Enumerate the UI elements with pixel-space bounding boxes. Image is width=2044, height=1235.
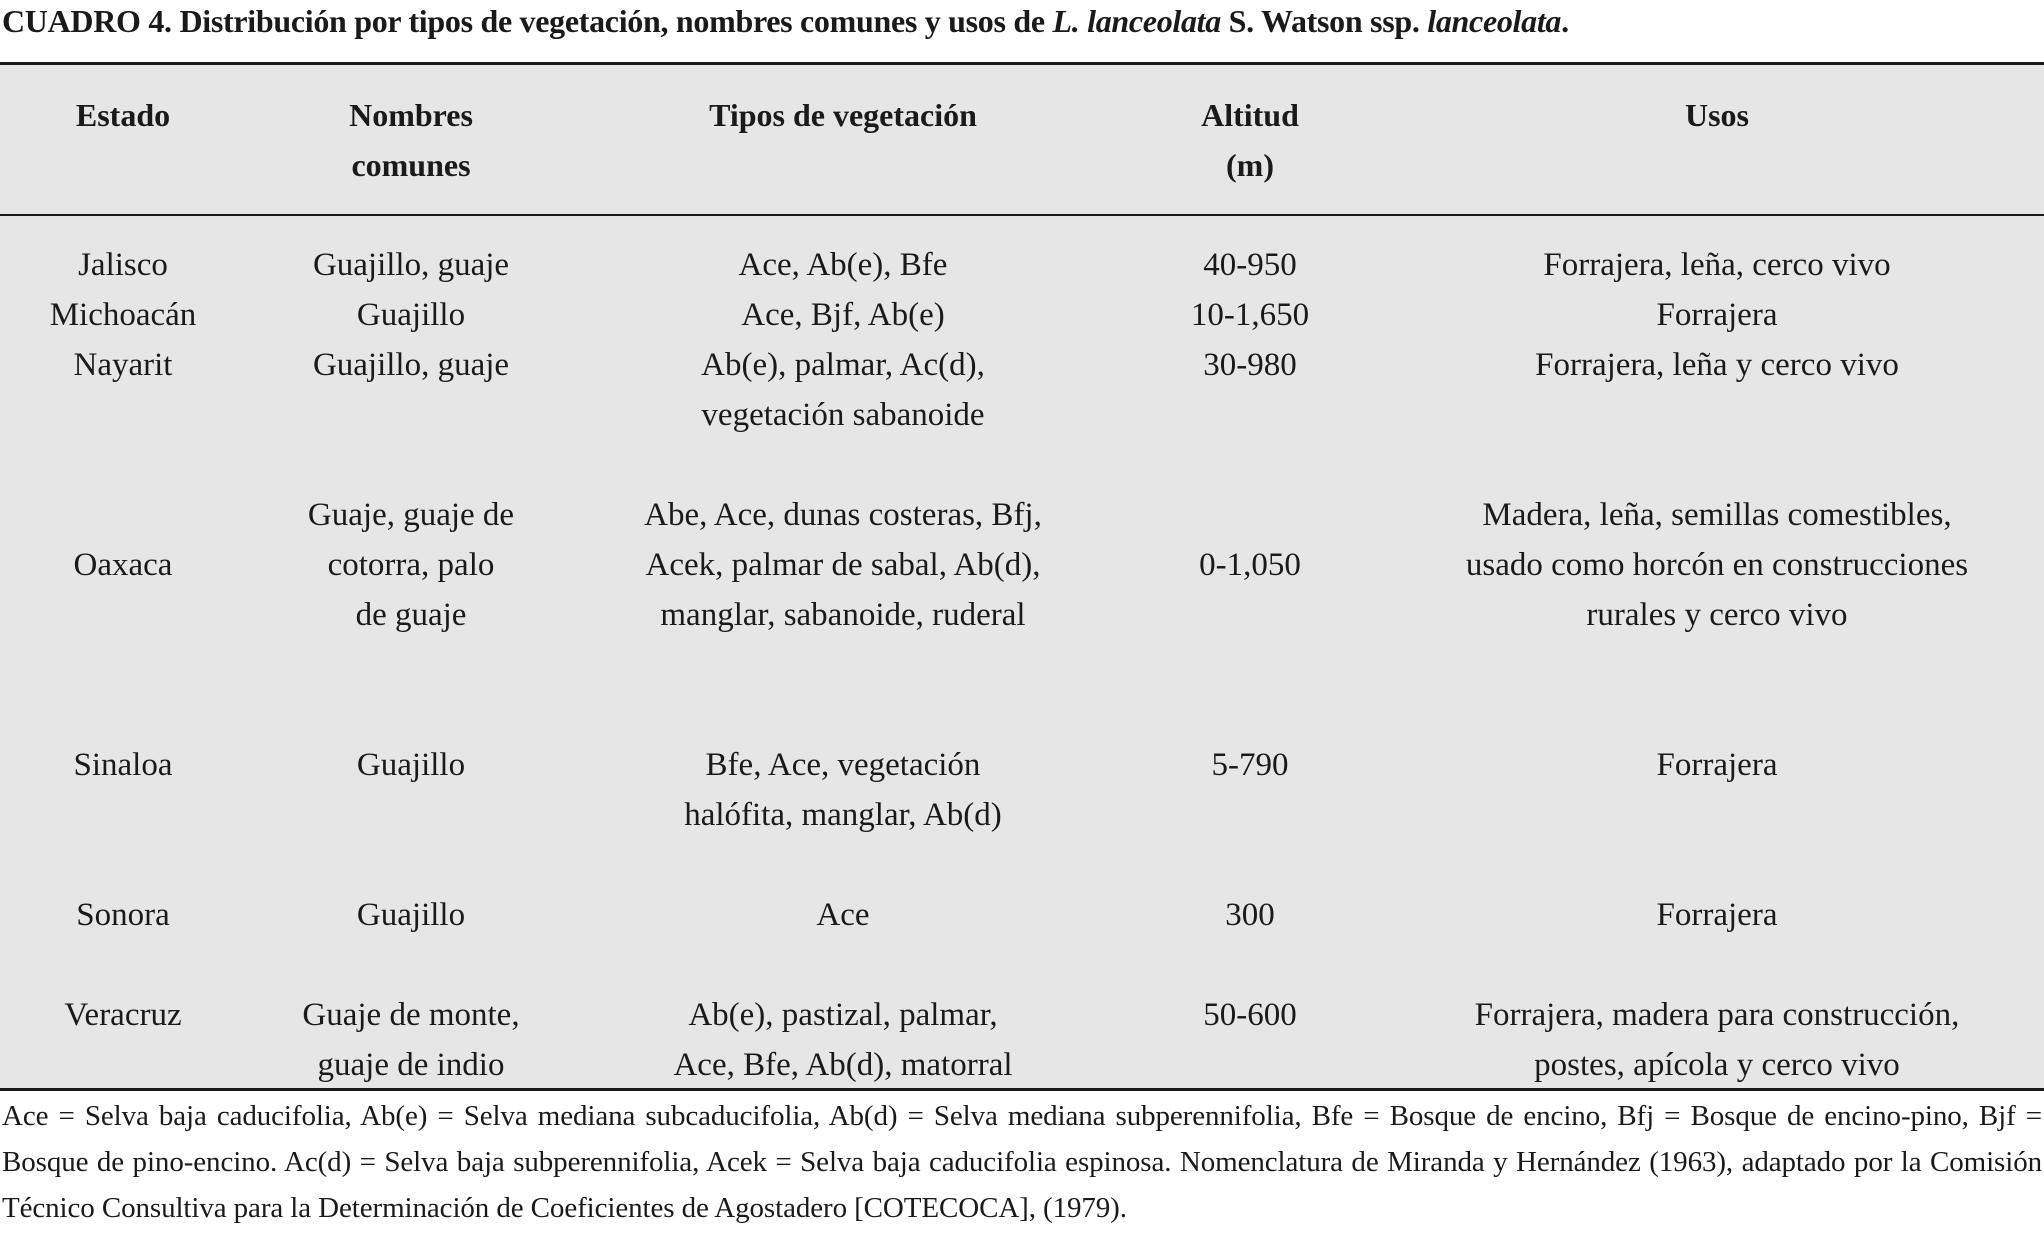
cell-altitud-sonora: 300 — [1225, 897, 1275, 933]
header-altitud: Altitud (m) — [1201, 97, 1299, 183]
cell-usos-sinaloa: Forrajera — [1656, 747, 1778, 783]
caption-text-3: . — [1561, 3, 1569, 39]
cell-usos-oaxaca: Madera, leña, semillas comestibles, usado como horcón en construcciones rurales y cerco vivo — [1465, 497, 1969, 633]
cell-estado-veracruz: Veracruz — [64, 997, 182, 1033]
header-estado: Estado — [75, 97, 171, 133]
cell-altitud-michoacan: 10-1,650 — [1190, 297, 1310, 333]
cell-estado-oaxaca: Oaxaca — [73, 547, 173, 583]
header-tipos-vegetacion: Tipos de vegetación — [709, 97, 977, 133]
cell-nombres-sonora: Guajillo — [356, 897, 466, 933]
header-usos: Usos — [1684, 97, 1749, 133]
cell-estado-jalisco: Jalisco — [78, 247, 168, 283]
cell-tipos-oaxaca: Abe, Ace, dunas costeras, Bfj, Acek, palmar de sabal, Ab(d), manglar, sabanoide, ruderal — [644, 497, 1042, 633]
cell-usos-sonora: Forrajera — [1656, 897, 1778, 933]
table-caption — [2, 2, 2042, 40]
cell-tipos-veracruz: Ab(e), pastizal, palmar, Ace, Bfe, Ab(d), matorral — [673, 997, 1013, 1083]
caption-subspecies: lanceolata — [1427, 3, 1562, 39]
cell-altitud-jalisco: 40-950 — [1203, 247, 1297, 283]
cell-usos-veracruz: Forrajera, madera para construcción, postes, apícola y cerco vivo — [1474, 997, 1960, 1083]
cell-estado-sinaloa: Sinaloa — [73, 747, 173, 783]
cell-altitud-sinaloa: 5-790 — [1211, 747, 1289, 783]
cell-tipos-sinaloa: Bfe, Ace, vegetación halófita, manglar, Ab(d) — [684, 747, 1002, 833]
cell-tipos-michoacan: Ace, Bjf, Ab(e) — [741, 297, 945, 333]
cell-usos-michoacan: Forrajera — [1656, 297, 1778, 333]
cell-altitud-veracruz: 50-600 — [1203, 997, 1297, 1033]
caption-species: L. lanceolata — [1052, 3, 1221, 39]
header-nombres-comunes: Nombres comunes — [349, 97, 473, 183]
caption-text-1: CUADRO 4. Distribución por tipos de vegetación, nombres comunes y usos de — [2, 3, 1053, 39]
caption-text-2: S. Watson ssp. — [1220, 3, 1428, 39]
cell-nombres-jalisco: Guajillo, guaje — [312, 247, 510, 283]
cell-nombres-nayarit: Guajillo, guaje — [312, 347, 510, 383]
cell-nombres-michoacan: Guajillo — [356, 297, 466, 333]
table-footnote: Ace = Selva baja caducifolia, Ab(e) = Selva mediana subcaducifolia, Ab(d) = Selva mediana subperennifolia, Bfe = Bosque de encino, Bfj = Bosque de encino-pino, Bjf = Bosque de pino-encino. Ac(d) = Selva baja subperennifolia, Acek = Selva baja caducifolia espinosa. Nomenclatura de Miranda y Hernández (1963), adaptado por la Comisión Técnico Consultiva para la Determinación de Coeficientes de Agostadero [COTECOCA], (1979). — [2, 1100, 2042, 1224]
cell-estado-sonora: Sonora — [76, 897, 170, 933]
cell-nombres-sinaloa: Guajillo — [356, 747, 466, 783]
cell-altitud-nayarit: 30-980 — [1203, 347, 1297, 383]
cell-usos-jalisco: Forrajera, leña, cerco vivo — [1543, 247, 1891, 283]
cell-tipos-jalisco: Ace, Ab(e), Bfe — [738, 247, 948, 283]
cell-tipos-nayarit: Ab(e), palmar, Ac(d), vegetación sabanoide — [701, 347, 985, 433]
cell-usos-nayarit: Forrajera, leña y cerco vivo — [1535, 347, 1899, 383]
cell-tipos-sonora: Ace — [816, 897, 870, 933]
cell-nombres-oaxaca: Guaje, guaje de cotorra, palo de guaje — [307, 497, 515, 633]
cell-altitud-oaxaca: 0-1,050 — [1199, 547, 1301, 583]
cell-estado-nayarit: Nayarit — [73, 347, 173, 383]
table-top-rule — [0, 62, 2044, 65]
cell-nombres-veracruz: Guaje de monte, guaje de indio — [302, 997, 520, 1083]
cell-estado-michoacan: Michoacán — [49, 297, 197, 333]
table-header-rule — [0, 214, 2044, 216]
